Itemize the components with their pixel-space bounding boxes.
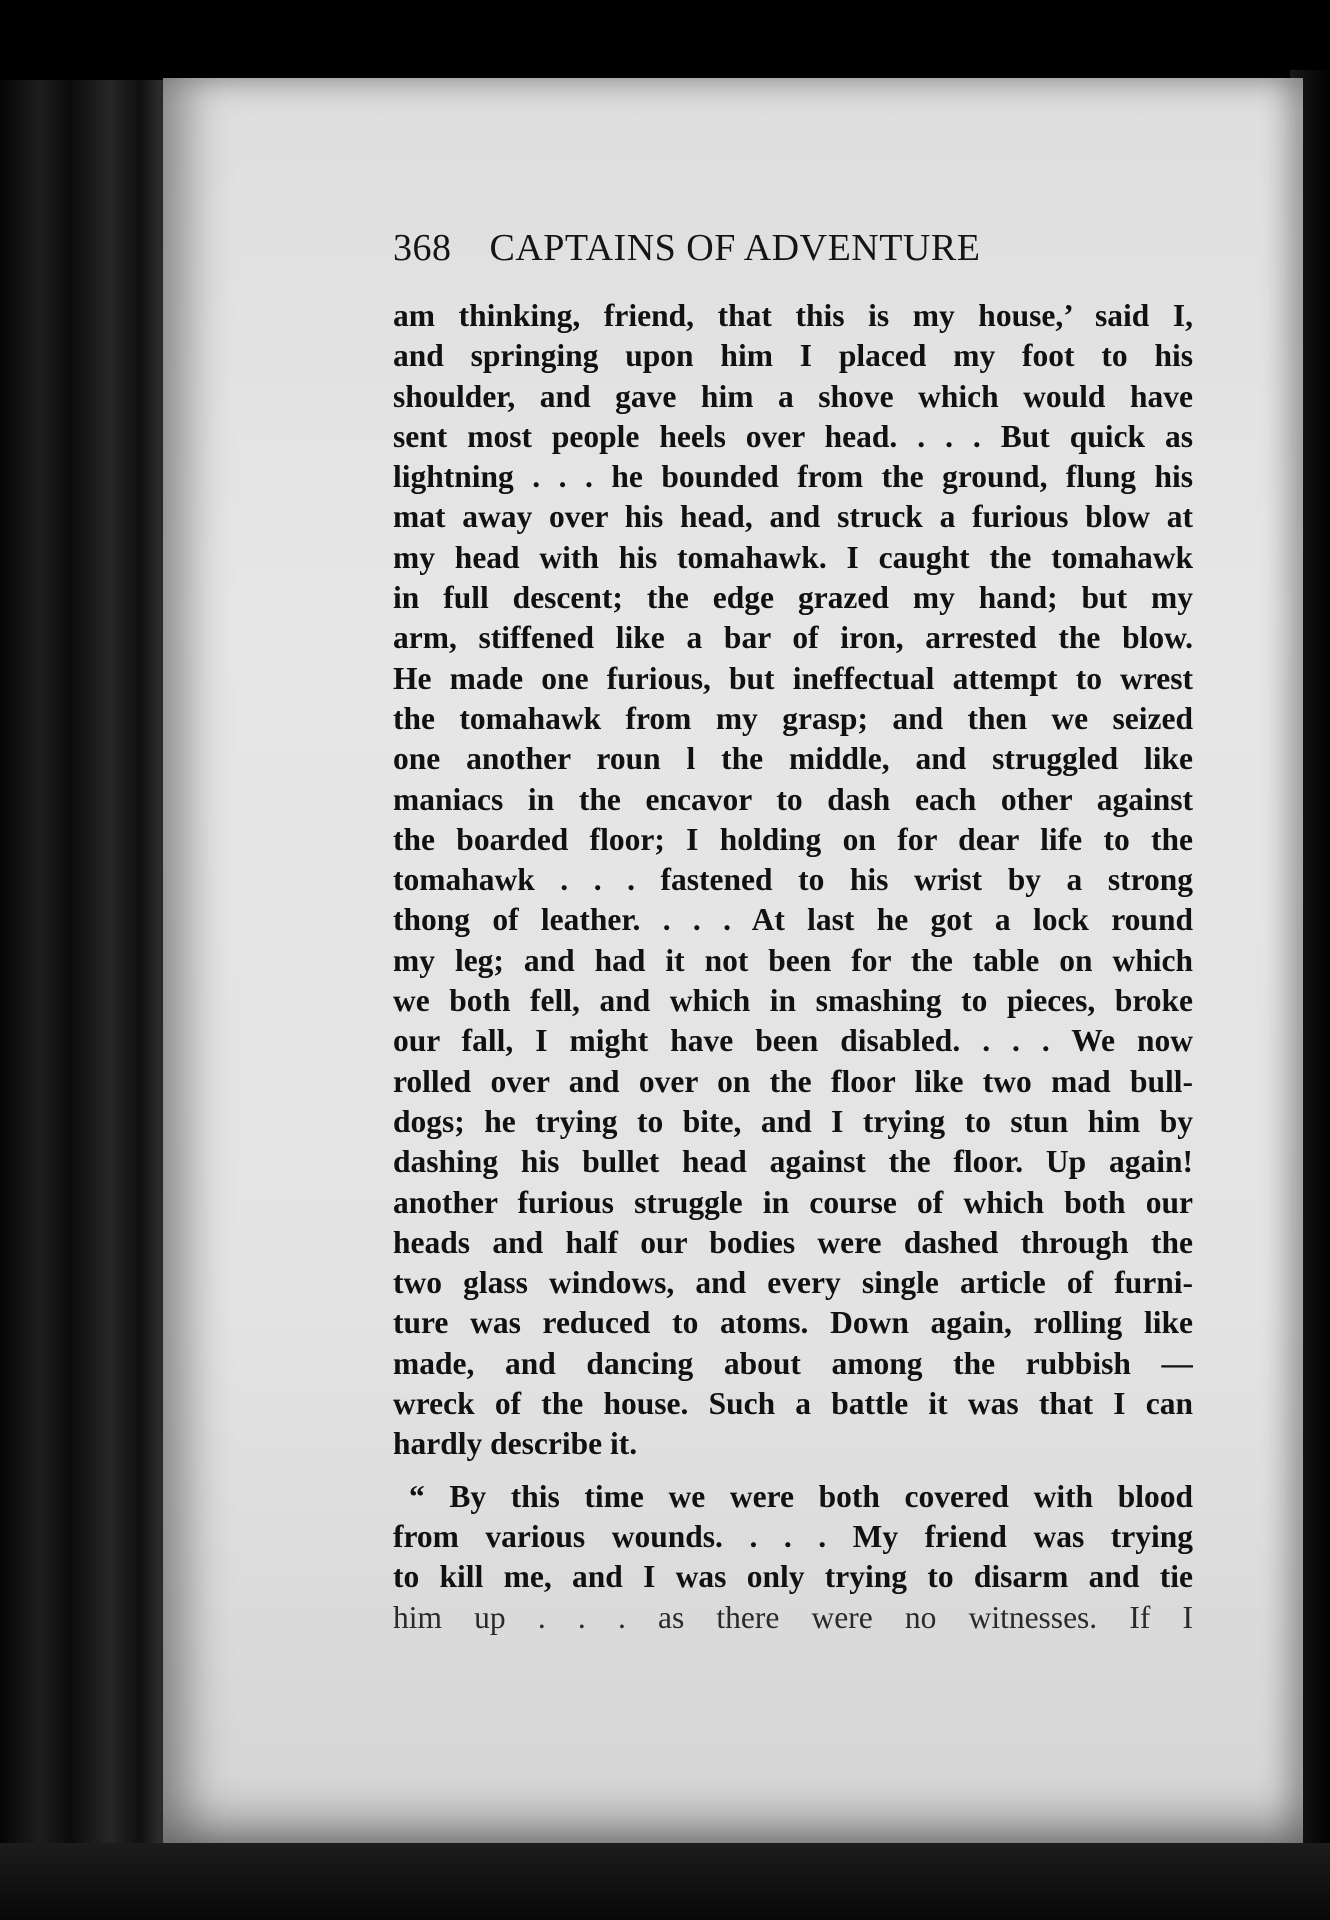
text-line: made, and dancing about among the rubbish — bbox=[393, 1345, 1193, 1381]
text-line: rolled over and over on the floor like two mad bull- bbox=[393, 1063, 1193, 1099]
text-line: hardly describe it. bbox=[393, 1426, 638, 1462]
running-header bbox=[393, 226, 1193, 270]
text-line: arm, stiffened like a bar of iron, arrested the blow. bbox=[393, 620, 1193, 656]
text-line: my head with his tomahawk. I caught the tomahawk bbox=[393, 539, 1193, 575]
text-line: ture was reduced to atoms. Down again, rolling like bbox=[393, 1305, 1193, 1341]
text-line: in full descent; the edge grazed my hand; but my bbox=[393, 580, 1193, 616]
text-line: from various wounds. . . . My friend was trying bbox=[393, 1518, 1193, 1554]
scan-bottom-border bbox=[0, 1843, 1330, 1920]
text-line: maniacs in the encavor to dash each other against bbox=[393, 781, 1193, 817]
text-line: one another roun l the middle, and struggled like bbox=[393, 741, 1193, 777]
page-number: 368 bbox=[393, 227, 452, 269]
text-line: wreck of the house. Such a battle it was that I can bbox=[393, 1386, 1193, 1422]
text-line: the tomahawk from my grasp; and then we seized bbox=[393, 700, 1193, 736]
text-line: mat away over his head, and struck a furious blow at bbox=[393, 499, 1193, 535]
text-line: He made one furious, but ineffectual attempt to wrest bbox=[393, 660, 1193, 696]
text-line: tomahawk . . . fastened to his wrist by a strong bbox=[393, 862, 1193, 898]
paragraph-gap bbox=[393, 1465, 1193, 1477]
text-line: sent most people heels over head. . . . But quick as bbox=[393, 418, 1193, 454]
text-line: thong of leather. . . . At last he got a lock round bbox=[393, 902, 1193, 938]
text-line: two glass windows, and every single article of furni- bbox=[393, 1265, 1193, 1301]
running-head-title: CAPTAINS OF ADVENTURE bbox=[489, 227, 981, 269]
text-line: we both fell, and which in smashing to pieces, broke bbox=[393, 983, 1193, 1019]
paragraph bbox=[393, 296, 1193, 1465]
text-line: another furious struggle in course of which both our bbox=[393, 1184, 1193, 1220]
text-line: my leg; and had it not been for the table on which bbox=[393, 942, 1193, 978]
text-line: lightning . . . he bounded from the ground, flung his bbox=[393, 459, 1193, 495]
page-body bbox=[393, 296, 1193, 1638]
text-line: “ By this time we were both covered with blood bbox=[409, 1478, 1193, 1514]
text-line: to kill me, and I was only trying to disarm and tie bbox=[393, 1559, 1193, 1595]
text-line: dashing his bullet head against the floor. Up again! bbox=[393, 1144, 1193, 1180]
text-line: our fall, I might have been disabled. . . . We now bbox=[393, 1023, 1193, 1059]
text-line: am thinking, friend, that this is my house,’ said I, bbox=[393, 298, 1193, 333]
text-line: shoulder, and gave him a shove which would have bbox=[393, 378, 1193, 414]
text-line: the boarded floor; I holding on for dear life to the bbox=[393, 821, 1193, 857]
scan-top-border bbox=[0, 0, 1330, 80]
text-line: heads and half our bodies were dashed through the bbox=[393, 1224, 1193, 1260]
text-line: and springing upon him I placed my foot to his bbox=[393, 338, 1193, 374]
text-line: dogs; he trying to bite, and I trying to stun him by bbox=[393, 1103, 1193, 1139]
paragraph bbox=[393, 1477, 1193, 1638]
text-line: him up . . . as there were no witnesses. If I bbox=[393, 1599, 1193, 1635]
